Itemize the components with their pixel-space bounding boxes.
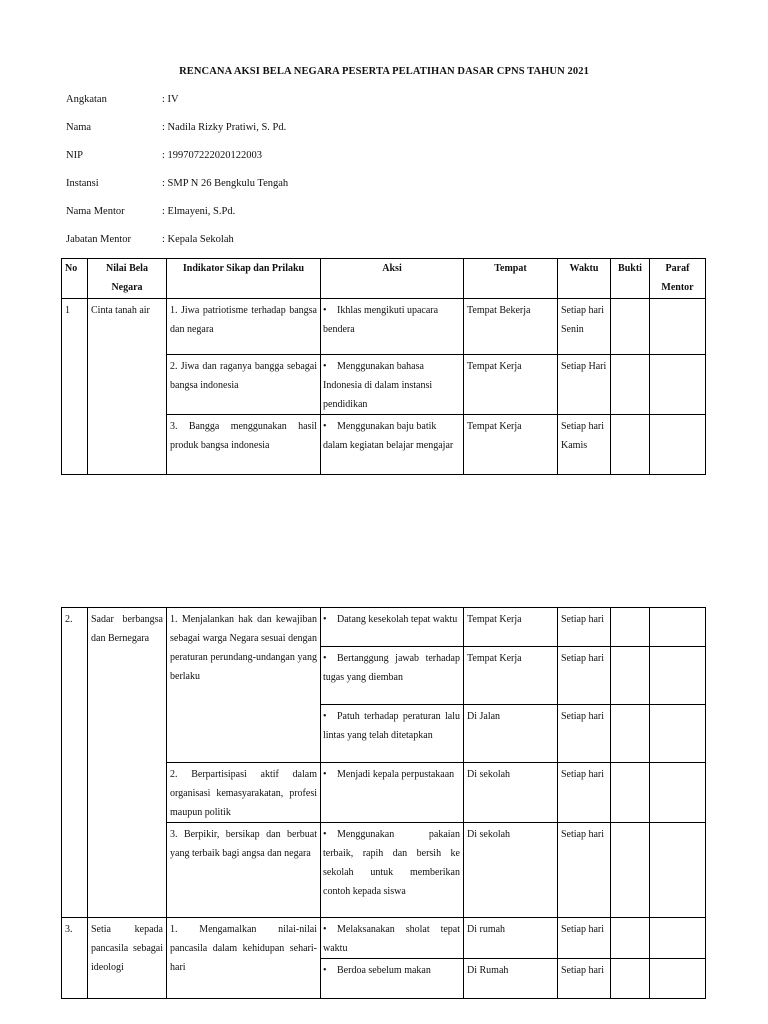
- header-waktu: Waktu: [558, 259, 611, 299]
- waktu-cell: Setiap hari: [558, 608, 611, 647]
- info-value: : Elmayeni, S.Pd.: [162, 206, 236, 217]
- tempat-cell: Tempat Kerja: [464, 608, 558, 647]
- bukti-cell: [611, 705, 650, 763]
- bukti-cell: [611, 763, 650, 823]
- paraf-cell: [650, 415, 706, 475]
- waktu-cell: Setiap Hari: [558, 355, 611, 415]
- info-label: Nama Mentor: [66, 206, 125, 217]
- aksi-text: Menggunakan pakaian terbaik, rapih dan bersih ke sekolah untuk memberikan contoh kepada siswa: [323, 829, 460, 897]
- indikator-cell: 2. Jiwa dan raganya bangga sebagai bangsa indonesia: [167, 355, 321, 415]
- bullet-icon: •: [323, 924, 327, 935]
- header-aksi: Aksi: [321, 259, 464, 299]
- aksi-text: Bertanggung jawab terhadap tugas yang diemban: [323, 653, 460, 683]
- page-title: RENCANA AKSI BELA NEGARA PESERTA PELATIHAN DASAR CPNS TAHUN 2021: [179, 66, 589, 77]
- bullet-icon: •: [323, 614, 327, 625]
- aksi-text: Berdoa sebelum makan: [337, 965, 431, 976]
- paraf-cell: [650, 823, 706, 918]
- aksi-text: Patuh terhadap peraturan lalu lintas yang telah ditetapkan: [323, 711, 460, 741]
- waktu-cell: Setiap hari Kamis: [558, 415, 611, 475]
- aksi-cell: [321, 608, 464, 647]
- aksi-text: Melaksanakan sholat tepat waktu: [323, 924, 460, 954]
- info-value: : Kepala Sekolah: [162, 234, 234, 245]
- info-value: : SMP N 26 Bengkulu Tengah: [162, 178, 289, 189]
- header-paraf-line2: Mentor: [661, 282, 694, 293]
- indikator-cell: 2. Berpartisipasi aktif dalam organisasi kemasyarakatan, profesi maupun politik: [167, 763, 321, 823]
- bullet-icon: •: [323, 653, 327, 664]
- tempat-cell: Tempat Kerja: [464, 355, 558, 415]
- bukti-cell: [611, 355, 650, 415]
- aksi-text: Menggunakan baju batik dalam kegiatan belajar mengajar: [323, 421, 454, 451]
- tempat-cell: Di sekolah: [464, 763, 558, 823]
- header-bukti: Bukti: [611, 259, 650, 299]
- bullet-icon: •: [323, 361, 327, 372]
- bukti-cell: [611, 918, 650, 959]
- row-nilai: Setia kepada pancasila sebagai ideologi: [88, 918, 167, 999]
- aksi-cell: [321, 763, 464, 823]
- header-indikator: Indikator Sikap dan Prilaku: [167, 259, 321, 299]
- info-label: NIP: [66, 150, 83, 161]
- bukti-cell: [611, 647, 650, 705]
- aksi-cell: [321, 918, 464, 959]
- aksi-cell: [321, 299, 464, 355]
- paraf-cell: [650, 608, 706, 647]
- header-nilai: [88, 259, 167, 299]
- row-no: 1: [62, 299, 88, 475]
- bukti-cell: [611, 823, 650, 918]
- paraf-cell: [650, 355, 706, 415]
- waktu-cell: Setiap hari Senin: [558, 299, 611, 355]
- header-nilai-line2: Negara: [111, 282, 143, 293]
- bukti-cell: [611, 608, 650, 647]
- bullet-icon: •: [323, 965, 327, 976]
- indikator-cell: 3. Berpikir, bersikap dan berbuat yang terbaik bagi angsa dan negara: [167, 823, 321, 918]
- indikator-cell: 1. Mengamalkan nilai-nilai pancasila dalam kehidupan sehari-hari: [167, 918, 321, 999]
- paraf-cell: [650, 647, 706, 705]
- tempat-cell: Di rumah: [464, 918, 558, 959]
- header-paraf-line1: Paraf: [665, 263, 690, 274]
- paraf-cell: [650, 299, 706, 355]
- action-plan-table-1: [61, 258, 706, 475]
- table-row: [62, 299, 706, 355]
- paraf-cell: [650, 705, 706, 763]
- header-nilai-line1: Nilai Bela: [106, 263, 148, 274]
- info-value: : IV: [162, 94, 179, 105]
- waktu-cell: Setiap hari: [558, 823, 611, 918]
- bullet-icon: •: [323, 829, 327, 840]
- header-paraf: [650, 259, 706, 299]
- waktu-cell: Setiap hari: [558, 918, 611, 959]
- tempat-cell: Di sekolah: [464, 823, 558, 918]
- paraf-cell: [650, 763, 706, 823]
- tempat-cell: Tempat Kerja: [464, 647, 558, 705]
- waktu-cell: Setiap hari: [558, 763, 611, 823]
- tempat-cell: Di Rumah: [464, 959, 558, 999]
- row-no: 3.: [62, 918, 88, 999]
- aksi-text: Menjadi kepala perpustakaan: [337, 769, 455, 780]
- info-label: Nama: [66, 122, 92, 133]
- paraf-cell: [650, 959, 706, 999]
- bukti-cell: [611, 299, 650, 355]
- aksi-cell: [321, 355, 464, 415]
- aksi-cell: [321, 415, 464, 475]
- bukti-cell: [611, 959, 650, 999]
- aksi-cell: [321, 959, 464, 999]
- tempat-cell: Tempat Bekerja: [464, 299, 558, 355]
- info-value: : Nadila Rizky Pratiwi, S. Pd.: [162, 122, 287, 133]
- paraf-cell: [650, 918, 706, 959]
- table-row: [62, 608, 706, 647]
- aksi-cell: [321, 823, 464, 918]
- bullet-icon: •: [323, 421, 327, 432]
- indikator-cell: 1. Menjalankan hak dan kewajiban sebagai warga Negara sesuai dengan peraturan perundang-undangan yang berlaku: [167, 608, 321, 763]
- row-no: 2.: [62, 608, 88, 918]
- aksi-text: Menggunakan bahasa Indonesia di dalam instansi pendidikan: [323, 361, 433, 410]
- row-nilai: Cinta tanah air: [88, 299, 167, 475]
- aksi-cell: [321, 705, 464, 763]
- aksi-text: Datang kesekolah tepat waktu: [337, 614, 458, 625]
- table-row: [62, 918, 706, 959]
- aksi-text: Ikhlas mengikuti upacara bendera: [323, 305, 439, 335]
- info-label: Jabatan Mentor: [66, 234, 132, 245]
- header-no: No: [62, 259, 88, 299]
- row-nilai: Sadar berbangsa dan Bernegara: [88, 608, 167, 918]
- bullet-icon: •: [323, 305, 327, 316]
- waktu-cell: Setiap hari: [558, 647, 611, 705]
- waktu-cell: Setiap hari: [558, 959, 611, 999]
- info-label: Angkatan: [66, 94, 107, 105]
- table-header-row: [62, 259, 706, 299]
- action-plan-table-2: [61, 607, 706, 999]
- info-value: : 199707222020122003: [162, 150, 263, 161]
- header-tempat: Tempat: [464, 259, 558, 299]
- indikator-cell: 3. Bangga menggunakan hasil produk bangsa indonesia: [167, 415, 321, 475]
- info-label: Instansi: [66, 178, 99, 189]
- tempat-cell: Di Jalan: [464, 705, 558, 763]
- bullet-icon: •: [323, 769, 327, 780]
- indikator-cell: 1. Jiwa patriotisme terhadap bangsa dan negara: [167, 299, 321, 355]
- aksi-cell: [321, 647, 464, 705]
- bukti-cell: [611, 415, 650, 475]
- waktu-cell: Setiap hari: [558, 705, 611, 763]
- bullet-icon: •: [323, 711, 327, 722]
- tempat-cell: Tempat Kerja: [464, 415, 558, 475]
